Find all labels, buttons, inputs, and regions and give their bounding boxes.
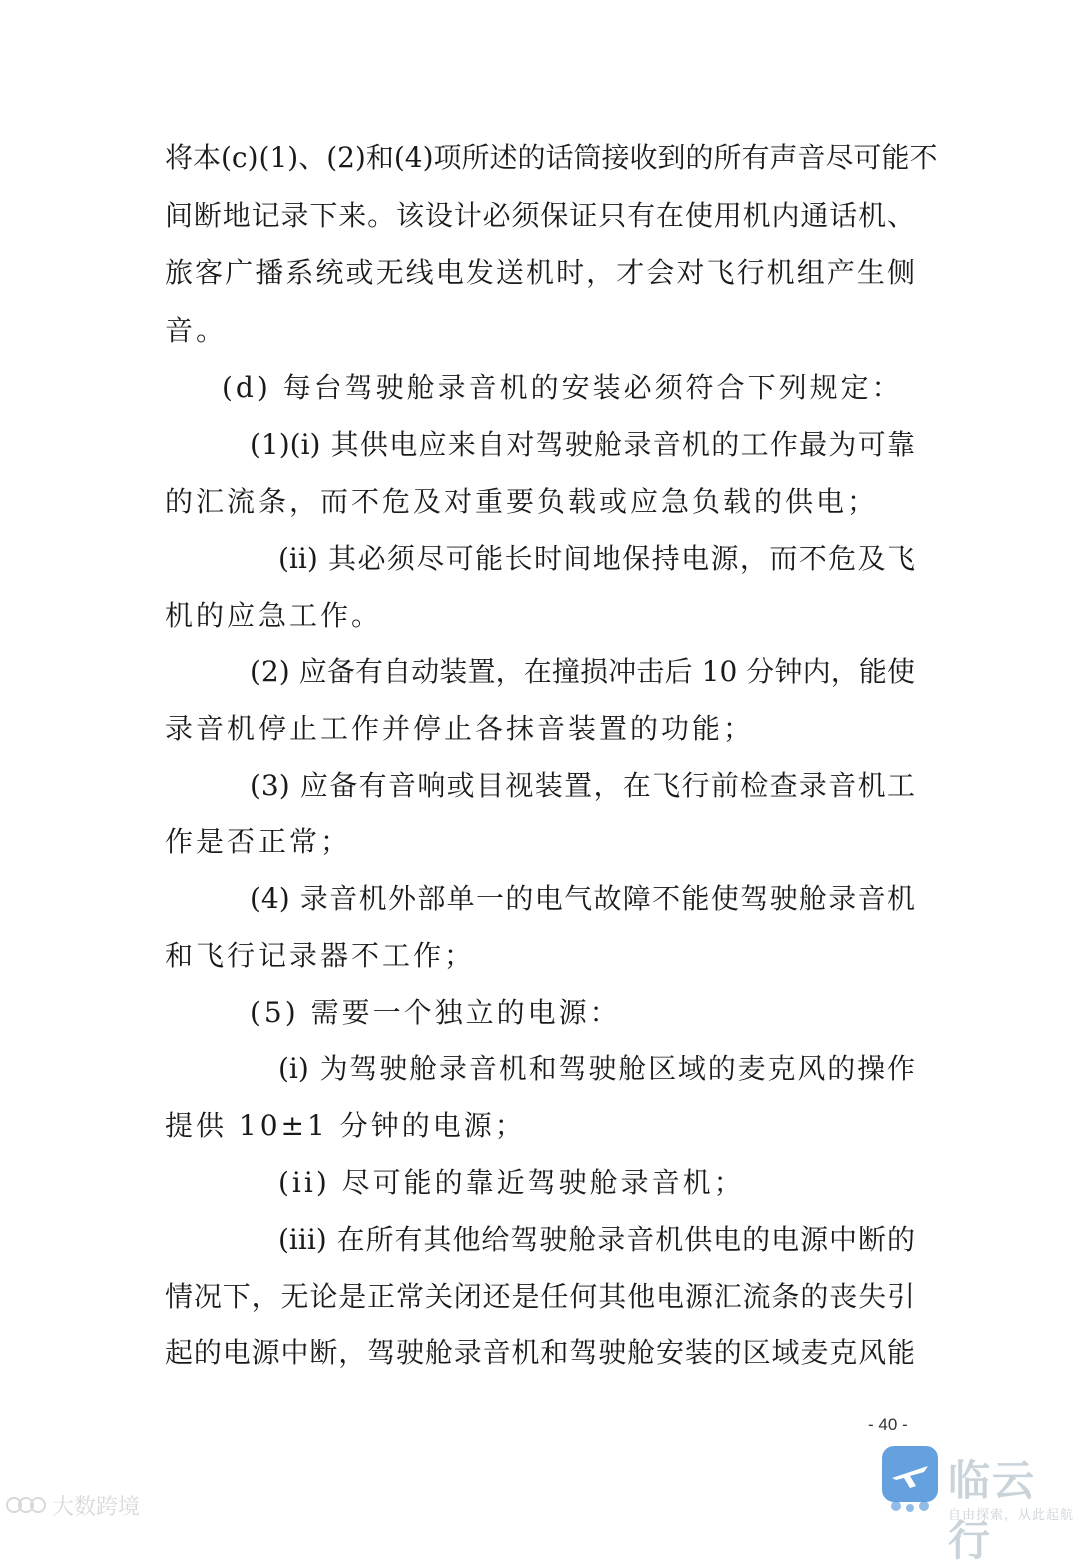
airplane-icon	[882, 1446, 938, 1512]
text-line-16: (5) 需要一个独立的电源：	[250, 996, 621, 1029]
text-line-22: 起的电源中断，驾驶舱录音机和驾驶舱安装的区域麦克风能	[165, 1336, 915, 1369]
text-line-8: (ii) 其必须尽可能长时间地保持电源，而不危及飞	[278, 542, 915, 575]
text-line-9: 机的应急工作。	[165, 599, 383, 632]
text-line-3: 旅客广播系统或无线电发送机时，才会对飞行机组产生侧	[165, 256, 915, 289]
watermark-right-slogan: 自由探索，从此起航	[948, 1508, 1075, 1523]
text-line-6: (1)(i) 其供电应来自对驾驶舱录音机的工作最为可靠	[250, 428, 915, 461]
text-line-10: (2) 应备有自动装置，在撞损冲击后 10 分钟内，能使	[250, 655, 915, 688]
watermark-left	[6, 1490, 140, 1520]
watermark-logo-icon	[6, 1494, 46, 1516]
watermark-left-text: 大数跨境	[52, 1494, 141, 1520]
text-line-7: 的汇流条，而不危及对重要负载或应急负载的供电；	[165, 485, 879, 518]
text-line-18: 提供 10±1 分钟的电源；	[165, 1109, 526, 1142]
text-line-11: 录音机停止工作并停止各抹音装置的功能；	[165, 712, 755, 745]
text-line-13: 作是否正常；	[165, 825, 352, 858]
text-line-14: (4) 录音机外部单一的电气故障不能使驾驶舱录音机	[250, 882, 915, 915]
page-number: - 40 -	[868, 1415, 908, 1434]
text-line-4: 音。	[165, 314, 228, 347]
watermark-right-name: 临云行	[948, 1456, 1037, 1565]
text-line-2: 间断地记录下来。该设计必须保证只有在使用机内通话机、	[165, 199, 915, 232]
text-line-20: (iii) 在所有其他给驾驶舱录音机供电的电源中断的	[278, 1223, 915, 1256]
text-line-5: (d) 每台驾驶舱录音机的安装必须符合下列规定：	[222, 371, 903, 404]
text-line-12: (3) 应备有音响或目视装置，在飞行前检查录音机工	[250, 769, 915, 802]
text-line-1: 将本(c)(1)、(2)和(4)项所述的话筒接收到的所有声音尽可能不	[165, 141, 938, 174]
text-line-21: 情况下，无论是正常关闭还是任何其他电源汇流条的丧失引	[165, 1280, 915, 1313]
text-line-15: 和飞行记录器不工作；	[165, 939, 476, 972]
text-line-19: (ii) 尽可能的靠近驾驶舱录音机；	[278, 1166, 745, 1199]
text-line-17: (i) 为驾驶舱录音机和驾驶舱区域的麦克风的操作	[278, 1052, 915, 1085]
watermark-right	[882, 1442, 1077, 1565]
